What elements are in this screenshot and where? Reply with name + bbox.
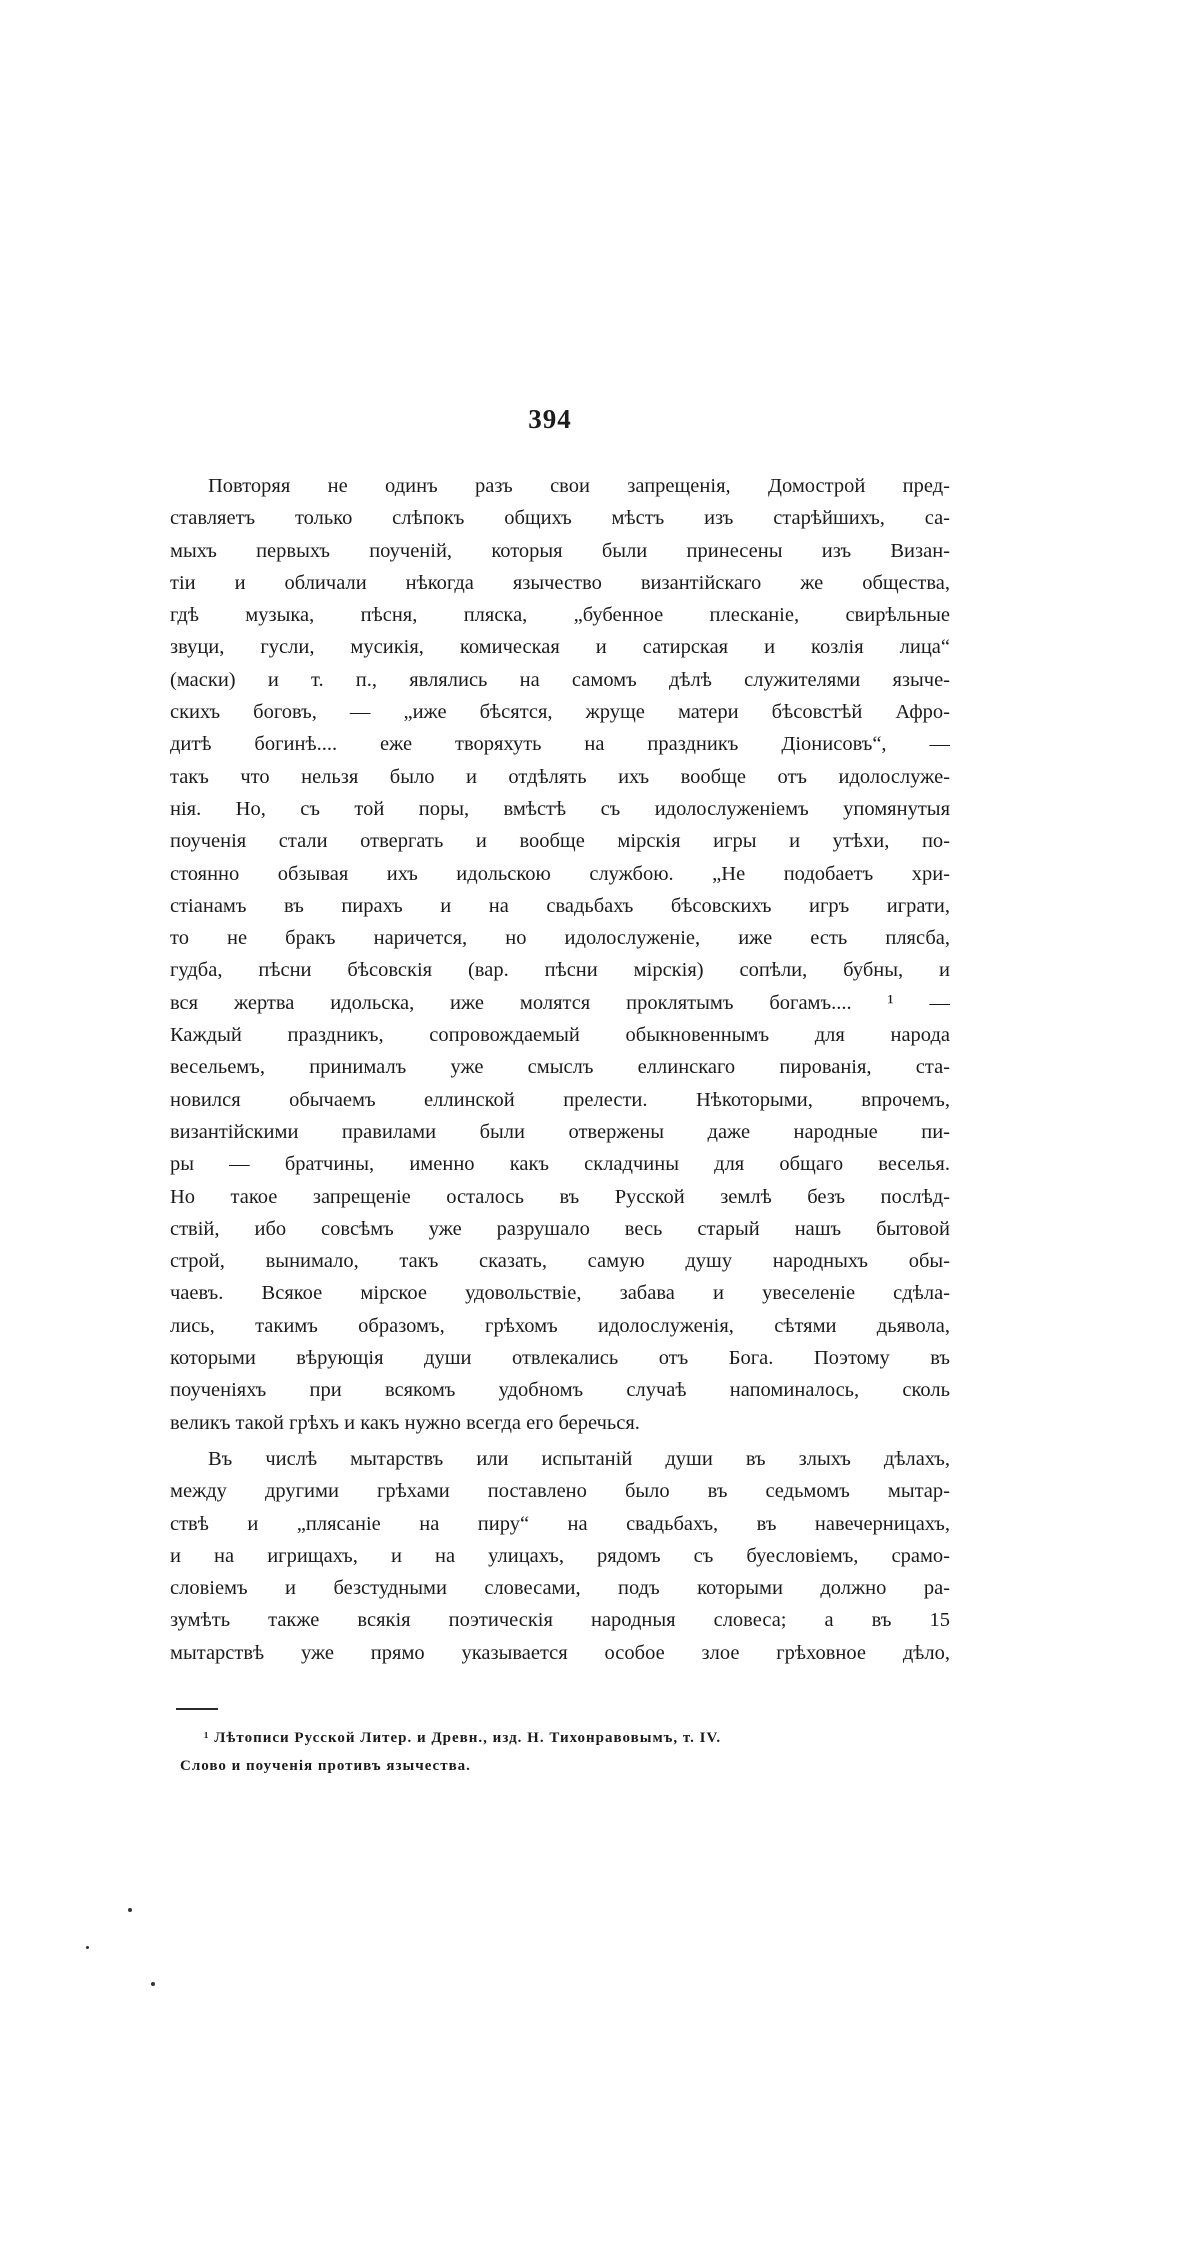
text-line: между другими грѣхами поставлено было въ седьмомъ мытар- <box>170 1480 950 1503</box>
text-line: ствій, ибо совсѣмъ уже разрушало весь старый нашъ бытовой <box>170 1217 950 1240</box>
text-line: ры — братчины, именно какъ складчины для общаго веселья. <box>170 1153 950 1176</box>
text-line: Повторяя не одинъ разъ свои запрещенія, Домострой пред- <box>208 475 950 497</box>
text-line: византійскими правилами были отвержены даже народные пи- <box>170 1120 950 1143</box>
text-line: вся жертва идольска, иже молятся проклятымъ богамъ.... ¹ — <box>170 991 950 1014</box>
text-line: гдѣ музыка, пѣсня, пляска, „бубенное плесканіе, свирѣльные <box>170 604 950 627</box>
paragraph-1 <box>170 470 950 1439</box>
paragraph-2 <box>170 1443 950 1669</box>
text-line: мыхъ первыхъ поученій, которыя были принесены изъ Визан- <box>170 539 950 562</box>
text-line: весельемъ, принималъ уже смыслъ еллинскаго пированія, ста- <box>170 1056 950 1079</box>
text-line: Но такое запрещеніе осталось въ Русской землѣ безъ послѣд- <box>170 1185 950 1208</box>
text-line: стіанамъ въ пирахъ и на свадьбахъ бѣсовскихъ игръ играти, <box>170 894 950 917</box>
text-line: такъ что нельзя было и отдѣлять ихъ вообще отъ идолослуже- <box>170 765 950 788</box>
text-line: и на игрищахъ, и на улицахъ, рядомъ съ буесловіемъ, срамо- <box>170 1544 950 1567</box>
text-line: зумѣть также всякія поэтическія народныя словеса; а въ 15 <box>170 1609 950 1632</box>
text-line: новился обычаемъ еллинской прелести. Нѣкоторыми, впрочемъ, <box>170 1088 950 1111</box>
text-line: мытарствѣ уже прямо указывается особое злое грѣховное дѣло, <box>170 1641 950 1664</box>
text-line: нія. Но, съ той поры, вмѣстѣ съ идолослуженіемъ упомянутыя <box>170 797 950 820</box>
text-line: лись, такимъ образомъ, грѣхомъ идолослуженія, сѣтями дьявола, <box>170 1314 950 1337</box>
text-line: поученіяхъ при всякомъ удобномъ случаѣ напоминалось, сколь <box>170 1379 950 1402</box>
text-line: поученія стали отвергать и вообще мірскія игры и утѣхи, по- <box>170 830 950 853</box>
footnotes <box>180 1724 950 1780</box>
footnote-rule <box>176 1708 218 1710</box>
text-line: стоянно обзывая ихъ идольскою службою. „Не подобаетъ хри- <box>170 862 950 885</box>
text-line: скихъ боговъ, — „иже бѣсятся, жруще матери бѣсовстѣй Афро- <box>170 701 950 724</box>
text-line: ствѣ и „плясаніе на пиру“ на свадьбахъ, въ навечерницахъ, <box>170 1512 950 1535</box>
main-text <box>170 470 950 1669</box>
text-line: чаевъ. Всякое мірское удовольствіе, забава и увеселеніе сдѣла- <box>170 1282 950 1305</box>
text-line: великъ такой грѣхъ и какъ нужно всегда его беречься. <box>170 1411 640 1434</box>
footnote-line: Слово и поученія противъ язычества. <box>180 1758 471 1774</box>
text-line: то не бракъ наричется, но идолослуженіе, иже есть плясба, <box>170 927 950 950</box>
footnote-line: ¹ Лѣтописи Русской Литер. и Древн., изд. Н. Тихонравовымъ, т. IV. <box>204 1730 722 1746</box>
scan-speck <box>86 1946 89 1949</box>
scan-speck <box>151 1982 155 1986</box>
text-line: которыми вѣрующія души отвлекались отъ Бога. Поэтому въ <box>170 1347 950 1370</box>
text-line: гудба, пѣсни бѣсовскія (вар. пѣсни мірскія) сопѣли, бубны, и <box>170 959 950 982</box>
text-line: звуци, гусли, мусикія, комическая и сатирская и козлія лица“ <box>170 636 950 659</box>
text-line: словіемъ и безстудными словесами, подъ которыми должно ра- <box>170 1577 950 1600</box>
text-line: ставляетъ только слѣпокъ общихъ мѣстъ изъ старѣйшихъ, са- <box>170 507 950 530</box>
scan-speck <box>128 1908 132 1912</box>
text-line: (маски) и т. п., являлись на самомъ дѣлѣ служителями языче- <box>170 668 950 691</box>
text-line: тіи и обличали нѣкогда язычество византійскаго же общества, <box>170 571 950 594</box>
text-line: Каждый праздникъ, сопровождаемый обыкновеннымъ для народа <box>170 1024 950 1047</box>
page-number: 394 <box>528 404 572 434</box>
text-line: строй, вынимало, такъ сказать, самую душу народныхъ обы- <box>170 1250 950 1273</box>
text-line: дитѣ богинѣ.... еже творяхуть на праздникъ Діонисовъ“, — <box>170 733 950 756</box>
text-line: Въ числѣ мытарствъ или испытаній души въ злыхъ дѣлахъ, <box>208 1447 950 1470</box>
